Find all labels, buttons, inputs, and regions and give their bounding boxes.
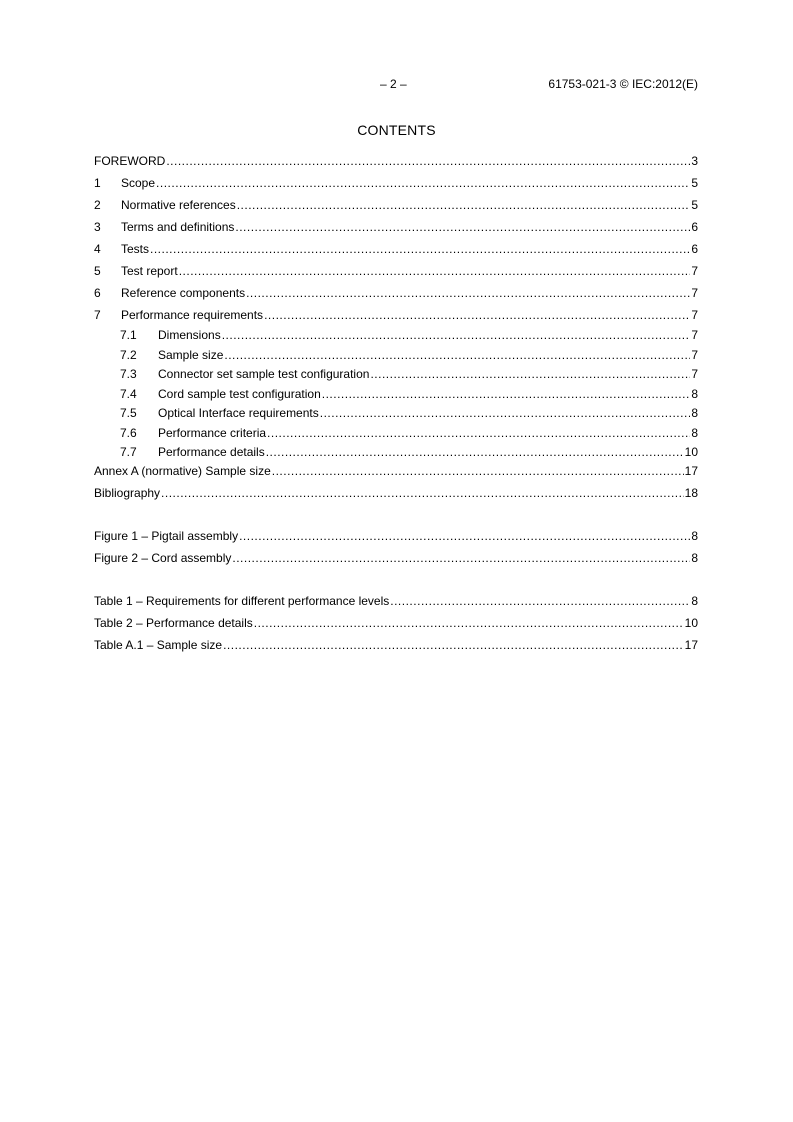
toc-entry-page: 17: [684, 464, 698, 478]
toc-entry-title: Table 1 – Requirements for different performance levels: [94, 594, 390, 608]
toc-entry-title: Scope: [121, 176, 156, 190]
toc-entry-number: 7.6: [120, 425, 137, 440]
toc-entry-title: Performance criteria: [158, 425, 267, 440]
toc-entry-number: 6: [94, 286, 101, 300]
toc-entry-figure[interactable]: [94, 547, 698, 569]
toc-entry-section[interactable]: [94, 304, 698, 326]
leader-dots: [254, 612, 684, 634]
toc-entry-foreword[interactable]: [94, 150, 698, 172]
leader-dots: [232, 547, 690, 569]
toc-entry-subsection[interactable]: [94, 326, 698, 346]
toc-entry-section[interactable]: [94, 260, 698, 282]
toc-entry-title: Optical Interface requirements: [158, 406, 319, 420]
toc-entry-subsection[interactable]: [94, 443, 698, 461]
toc-entry-page: 8: [691, 594, 698, 608]
toc-entry-number: 4: [94, 242, 101, 256]
spacer: [94, 569, 698, 590]
toc-entry-page: 7: [691, 264, 698, 278]
leader-dots: [166, 150, 690, 172]
toc-entry-page: 6: [691, 242, 698, 256]
toc-entry-number: 2: [94, 198, 101, 212]
toc-entry-number: 5: [94, 264, 101, 278]
toc-entry-figure[interactable]: [94, 525, 698, 547]
leader-dots: [179, 260, 691, 282]
toc-entry-page: 10: [684, 616, 698, 630]
leader-dots: [161, 482, 684, 504]
toc-entry-number: 1: [94, 176, 101, 190]
toc-entry-table[interactable]: [94, 612, 698, 634]
toc-entry-title: Reference components: [121, 286, 246, 300]
toc-entry-page: 5: [691, 176, 698, 190]
toc-entry-title: Performance details: [158, 445, 265, 459]
leader-dots: [223, 634, 684, 656]
toc-entry-page: 8: [691, 551, 698, 565]
toc-entry-title: Annex A (normative) Sample size: [94, 464, 271, 478]
toc-entry-bibliography[interactable]: [94, 482, 698, 504]
toc-entry-subsection[interactable]: [94, 424, 698, 444]
leader-dots: [322, 385, 691, 405]
toc-entry-table[interactable]: [94, 634, 698, 656]
leader-dots: [266, 443, 684, 461]
toc-entry-title: Figure 2 – Cord assembly: [94, 551, 232, 565]
toc-entry-page: 5: [691, 198, 698, 212]
leader-dots: [239, 525, 690, 547]
toc-entry-title: Sample size: [158, 347, 224, 362]
toc-entry-number: 7.7: [120, 445, 137, 459]
toc-entry-number: 7.2: [120, 347, 137, 362]
toc-entry-page: 7: [691, 367, 698, 381]
page-title: CONTENTS: [357, 122, 436, 138]
toc-entry-page: 6: [691, 220, 698, 234]
leader-dots: [267, 424, 690, 444]
toc-entry-title: Tests: [121, 242, 150, 256]
toc-entry-title: Normative references: [121, 198, 236, 212]
toc-entry-subsection[interactable]: [94, 365, 698, 385]
leader-dots: [235, 216, 690, 238]
toc-entry-number: 3: [94, 220, 101, 234]
leader-dots: [320, 404, 691, 424]
toc-entry-page: 18: [684, 486, 698, 500]
toc-entry-page: 8: [691, 529, 698, 543]
leader-dots: [224, 346, 690, 366]
leader-dots: [156, 172, 690, 194]
toc-entry-subsection[interactable]: [94, 385, 698, 405]
spacer: [94, 504, 698, 525]
toc-entry-title: FOREWORD: [94, 154, 166, 168]
leader-dots: [150, 238, 690, 260]
toc-entry-title: Table 2 – Performance details: [94, 616, 253, 630]
toc-entry-number: 7: [94, 308, 101, 322]
document-reference: 61753-021-3 © IEC:2012(E): [548, 77, 698, 91]
toc-entry-title: Test report: [121, 264, 178, 278]
toc-entry-section[interactable]: [94, 282, 698, 304]
toc-entry-subsection[interactable]: [94, 346, 698, 366]
toc-entry-page: 8: [691, 386, 698, 401]
toc-entry-table[interactable]: [94, 590, 698, 612]
toc-entry-number: 7.3: [120, 367, 137, 381]
leader-dots: [237, 194, 691, 216]
leader-dots: [272, 461, 684, 482]
toc-entry-title: Bibliography: [94, 486, 161, 500]
toc-entry-title: Figure 1 – Pigtail assembly: [94, 529, 239, 543]
toc-entry-title: Connector set sample test configuration: [158, 367, 370, 381]
toc-entry-section[interactable]: [94, 216, 698, 238]
toc-entry-page: 7: [691, 328, 698, 342]
leader-dots: [222, 326, 691, 346]
leader-dots: [246, 282, 690, 304]
leader-dots: [370, 365, 690, 385]
toc-entry-number: 7.5: [120, 406, 137, 420]
toc-entry-page: 8: [691, 425, 698, 440]
table-of-contents: [94, 150, 698, 656]
leader-dots: [264, 304, 690, 326]
toc-entry-title: Dimensions: [158, 328, 221, 342]
toc-entry-section[interactable]: [94, 172, 698, 194]
toc-entry-annex[interactable]: [94, 461, 698, 482]
toc-entry-page: 8: [691, 406, 698, 420]
toc-entry-title: Performance requirements: [121, 308, 264, 322]
leader-dots: [390, 590, 690, 612]
toc-entry-page: 10: [684, 445, 698, 459]
toc-entry-section[interactable]: [94, 194, 698, 216]
toc-entry-title: Terms and definitions: [121, 220, 235, 234]
toc-entry-page: 7: [691, 286, 698, 300]
toc-entry-number: 7.4: [120, 386, 137, 401]
toc-entry-title: Table A.1 – Sample size: [94, 638, 223, 652]
toc-entry-section[interactable]: [94, 238, 698, 260]
toc-entry-page: 7: [691, 308, 698, 322]
toc-entry-page: 3: [691, 154, 698, 168]
page-number: – 2 –: [380, 77, 407, 91]
toc-entry-subsection[interactable]: [94, 404, 698, 424]
toc-entry-page: 7: [691, 347, 698, 362]
toc-entry-number: 7.1: [120, 328, 137, 342]
toc-entry-page: 17: [684, 638, 698, 652]
toc-entry-title: Cord sample test configuration: [158, 386, 321, 401]
